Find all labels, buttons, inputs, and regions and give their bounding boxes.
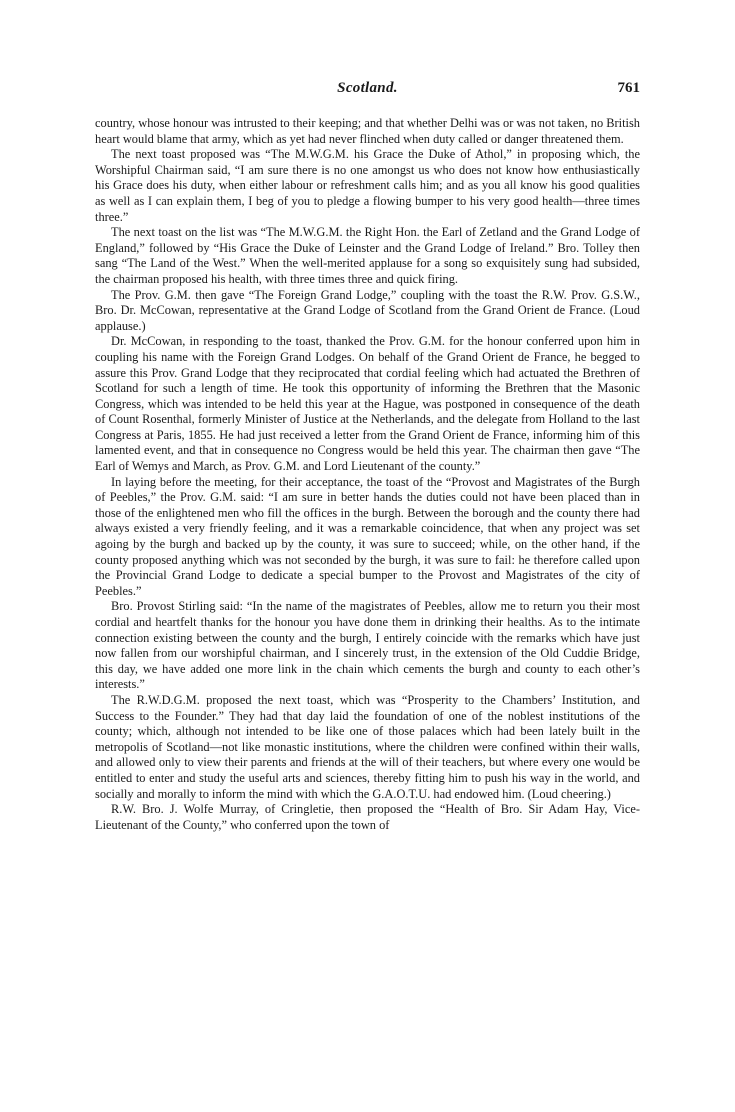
page-number: 761	[617, 80, 640, 96]
paragraph: The next toast proposed was “The M.W.G.M. his Grace the Duke of Athol,” in proposing which, the Worshipful Chairman said, “I am sure there is no one amongst us who does not know how enthusiastically his Grace does his duty, when either labour or refreshment calls him; and as you all know his good qualities as well as I can explain them, I beg of you to pledge a flowing bumper to his very good health—three times three.”	[95, 147, 640, 224]
running-head	[95, 78, 640, 104]
document-page	[95, 78, 640, 833]
paragraph: The Prov. G.M. then gave “The Foreign Grand Lodge,” coupling with the toast the R.W. Prov. G.S.W., Bro. Dr. McCowan, representative at the Grand Lodge of Scotland from the Grand Orient de France. (Loud applause.)	[95, 287, 640, 333]
paragraph: Bro. Provost Stirling said: “In the name of the magistrates of Peebles, allow me to return you their most cordial and heartfelt thanks for the honour you have done them in drinking their healths. As to the intimate connection existing between the county and the burgh, I entirely coincide with the remarks which have just now fallen from our worshipful chairman, and I sincerely trust, in the extension of the Old Cuddie Bridge, this day, we have added one more link in the chain which cements the burgh and county to each other’s interests.”	[95, 599, 640, 692]
paragraph: In laying before the meeting, for their acceptance, the toast of the “Provost and Magistrates of the Burgh of Peebles,” the Prov. G.M. said: “I am sure in better hands the duties could not have been placed than in those of the enlightened men who fill the offices in the burgh. Between the borough and the county there had always existed a very friendly feeling, and it was a remarkable coincidence, that when any project was set agoing by the burgh and backed up by the county, it was sure to succeed; while, on the other hand, if the county proposed anything which was not seconded by the burgh, it was sure to fail: he therefore called upon the Provincial Grand Lodge to dedicate a special bumper to the Provost and Magistrates of the city of Peebles.”	[95, 474, 640, 598]
paragraph: country, whose honour was intrusted to their keeping; and that whether Delhi was or was not taken, no British heart would blame that army, which as yet had never flinched when duty called or danger threatened them.	[95, 116, 640, 146]
paragraph: Dr. McCowan, in responding to the toast, thanked the Prov. G.M. for the honour conferred upon him in coupling his name with the Foreign Grand Lodges. On behalf of the Grand Orient de France, he begged to assure this Prov. Grand Lodge that they reciprocated that cordial feeling which had actuated the Brethren of Scotland for such a length of time. He took this opportunity of informing the Brethren that the Masonic Congress, which was intended to be held this year at the Hague, was postponed in consequence of the death of Count Rosenthal, formerly Minister of Justice at the Netherlands, and the delegate from Holland to the last Congress at Paris, 1855. He had just received a letter from the Grand Orient de France, informing him of this lamented event, and that in consequence no Congress would be held this year. The chairman then gave “The Earl of Wemys and March, as Prov. G.M. and Lord Lieutenant of the county.”	[95, 334, 640, 474]
running-title: Scotland.	[337, 80, 398, 96]
paragraph: The next toast on the list was “The M.W.G.M. the Right Hon. the Earl of Zetland and the Grand Lodge of England,” followed by “His Grace the Duke of Leinster and the Grand Lodge of Ireland.” Bro. Tolley then sang “The Land of the West.” When the well-merited applause for a song so exquisitely sung had subsided, the chairman proposed his health, with three times three and quick firing.	[95, 225, 640, 286]
paragraph: R.W. Bro. J. Wolfe Murray, of Cringletie, then proposed the “Health of Bro. Sir Adam Hay, Vice-Lieutenant of the County,” who conferred upon the town of	[95, 802, 640, 832]
paragraph: The R.W.D.G.M. proposed the next toast, which was “Prosperity to the Chambers’ Institution, and Success to the Founder.” They had that day laid the foundation of one of the noblest institutions of the county; which, although not intended to be like one of those palaces which had been lately built in the metropolis of Scotland—not like monastic institutions, where the children were confined within their walls, and allowed only to view their parents and friends at the will of their teachers, but where every one would be entitled to enter and study the useful arts and sciences, thereby fitting him to push his way in the world, and socially and morally to inform the mind with which the G.A.O.T.U. had endowed him. (Loud cheering.)	[95, 692, 640, 801]
article-body	[95, 116, 640, 833]
